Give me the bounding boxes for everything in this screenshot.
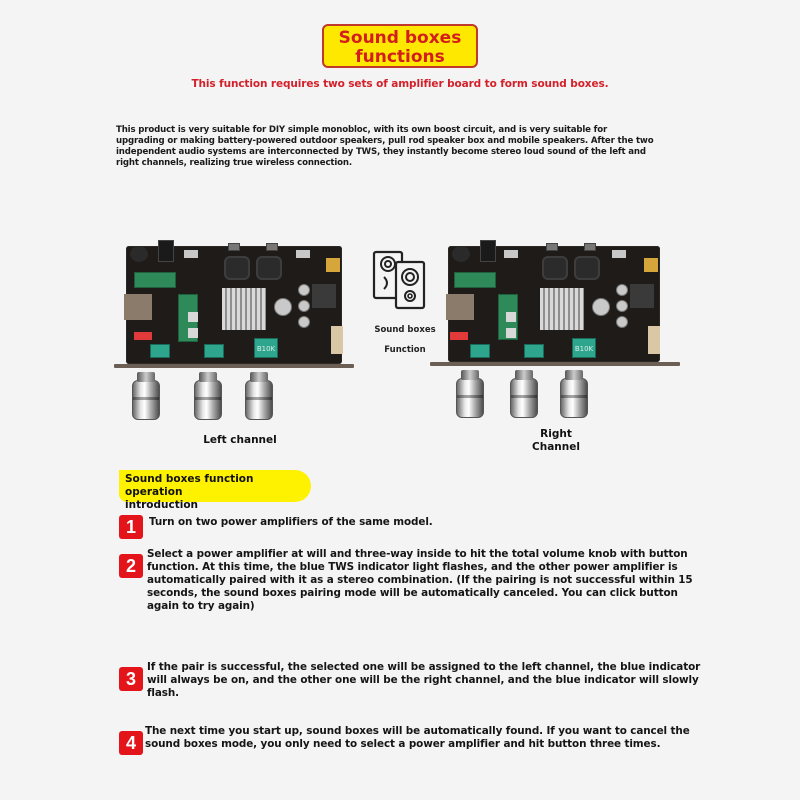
page-title-line1: Sound boxes bbox=[338, 28, 462, 48]
volume-knob bbox=[560, 378, 588, 418]
treble-knob bbox=[132, 380, 160, 420]
step-number-badge: 3 bbox=[119, 667, 143, 691]
page-title-box bbox=[322, 24, 478, 68]
step-text: If the pair is successful, the selected one will be assigned to the left channel, the blue indicator will always be on, and the other one will be the right channel, and the blue indicator will slowly flash. bbox=[147, 661, 701, 699]
pcb bbox=[448, 246, 660, 362]
volume-knob bbox=[245, 380, 273, 420]
step-text: Select a power amplifier at will and three-way inside to hit the total volume knob with button function. At this time, the blue TWS indicator light flashes, and the other power amplifier is automatically paired with it as a stereo combination. (If the pairing is not successful within 15 seconds, the sound boxes pairing mode will be automatically canceled. You can click button again to try again) bbox=[147, 548, 693, 612]
left-channel-caption: Left channel bbox=[203, 434, 277, 446]
center-label-line2: Function bbox=[384, 345, 426, 355]
intro-paragraph: This product is very suitable for DIY simple monobloc, with its own boost circuit, and is very suitable for upgrading or making battery-powered outdoor speakers, pull rod speaker box and mobile speakers. After the two independent audio systems are interconnected by TWS, they instantly become stereo loud sound of the left and right channels, realizing true wireless connection. bbox=[116, 125, 654, 168]
step-text: Turn on two power amplifiers of the same model. bbox=[149, 516, 433, 528]
step-number-badge: 2 bbox=[119, 554, 143, 578]
right-caption-line2: Channel bbox=[532, 441, 580, 453]
left-channel-board-image bbox=[114, 240, 354, 430]
page-subtitle: This function requires two sets of amplifier board to form sound boxes. bbox=[191, 78, 609, 90]
bass-knob bbox=[194, 380, 222, 420]
section-heading bbox=[119, 470, 311, 511]
page-title-line2: functions bbox=[355, 47, 445, 67]
volume-pot-label: B10K bbox=[572, 338, 596, 358]
heatsink bbox=[540, 288, 584, 330]
center-label-line1: Sound boxes bbox=[374, 325, 436, 335]
heatsink bbox=[222, 288, 266, 330]
treble-knob bbox=[456, 378, 484, 418]
step-number-badge: 4 bbox=[119, 731, 143, 755]
section-heading-line2: introduction bbox=[125, 499, 199, 511]
step-text: The next time you start up, sound boxes will be automatically found. If you want to cancel the sound boxes mode, you only need to select a power amplifier and hit button three times. bbox=[145, 725, 690, 750]
pcb bbox=[126, 246, 342, 364]
right-channel-board-image bbox=[430, 240, 680, 430]
volume-pot-label: B10K bbox=[254, 338, 278, 358]
step-number-badge: 1 bbox=[119, 515, 143, 539]
right-channel-caption bbox=[496, 428, 616, 454]
section-heading-line1: Sound boxes function operation bbox=[125, 473, 254, 498]
bass-knob bbox=[510, 378, 538, 418]
right-caption-line1: Right bbox=[540, 428, 572, 440]
